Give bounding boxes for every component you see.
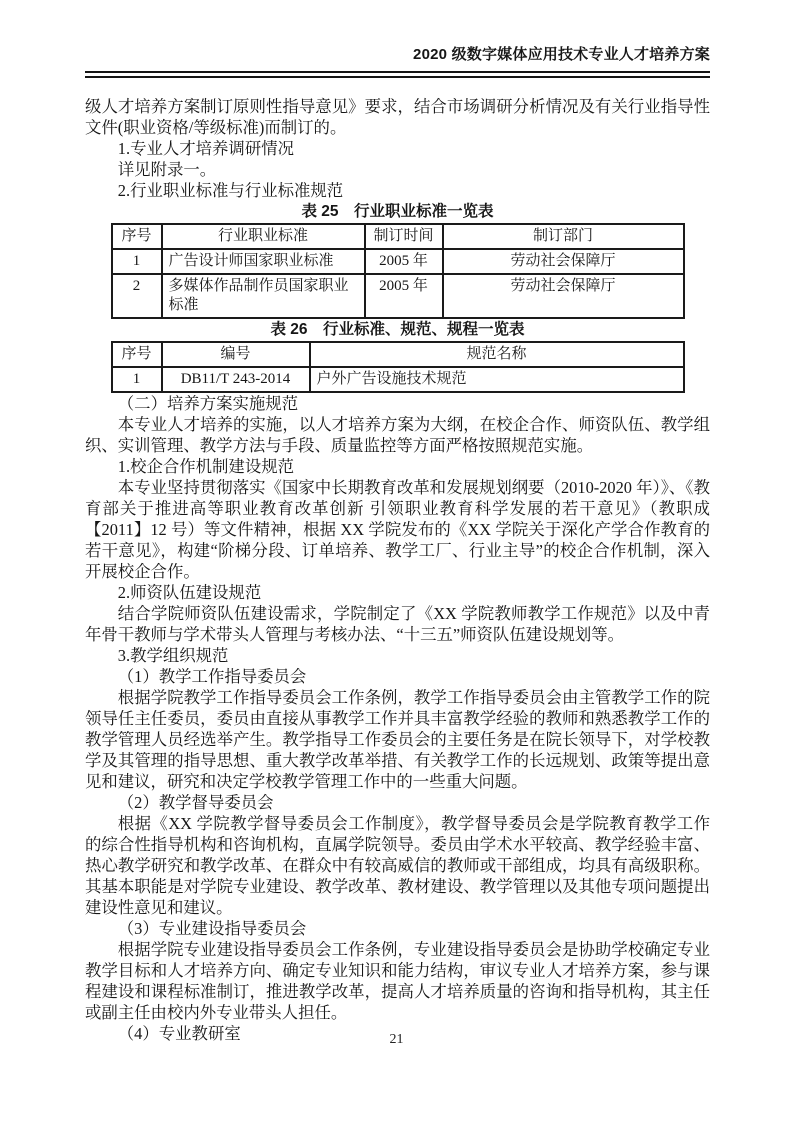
table-industry-specs (111, 341, 685, 393)
table25-header-index: 序号 (112, 224, 162, 249)
paragraph-major-construction-committee: 根据学院专业建设指导委员会工作条例，专业建设指导委员会是协助学校确定专业教学目标和人才培养方向、确定专业知识和能力结构，审议专业人才培养方案，参与课程建设和课程标准制订，推进教学改革，提高人才培养质量的咨询和指导机构，其主任或副主任由校内外专业带头人担任。 (85, 940, 710, 1022)
heading-teaching-organization: 3.教学组织规范 (117, 646, 229, 665)
heading-major-construction-committee: （3）专业建设指导委员会 (117, 919, 307, 938)
paragraph-implementation-overview: 本专业人才培养的实施，以人才培养方案为大纲，在校企合作、师资队伍、教学组织、实训管理、教学方法与手段、质量监控等方面严格按照规范实施。 (85, 415, 710, 455)
table25-header-department: 制订部门 (443, 224, 684, 249)
heading-teaching-steering-committee: （1）教学工作指导委员会 (117, 667, 307, 686)
table-cell-date: 2005 年 (365, 274, 443, 318)
table26-header-row (112, 342, 684, 367)
table-cell-index: 1 (112, 249, 162, 274)
table25-caption: 表 25 行业职业标准一览表 (301, 203, 494, 220)
heading-faculty-team: 2.师资队伍建设规范 (117, 583, 262, 602)
table-cell-department: 劳动社会保障厅 (443, 274, 684, 318)
header-rule (85, 71, 710, 78)
paragraph-teaching-steering-committee: 根据学院教学工作指导委员会工作条例，教学工作指导委员会由主管教学工作的院领导任主任委员，委员由直接从事教学工作并具丰富教学经验的教师和熟悉教学工作的教学管理人员经选举产生。教学指导工作委员会的主要任务是在院长领导下，对学校教学及其管理的指导思想、重大教学改革举措、有关教学工作的长远规划、政策等提出意见和建议，研究和决定学校教学管理工作中的一些重大问题。 (85, 688, 710, 791)
heading-supervision-committee: （2）教学督导委员会 (117, 793, 274, 812)
table-cell-spec-name: 户外广告设施技术规范 (310, 367, 684, 392)
table26-header-code: 编号 (162, 342, 310, 367)
table-cell-standard: 广告设计师国家职业标准 (162, 249, 365, 274)
document-body (85, 96, 710, 1044)
table-cell-index: 2 (112, 274, 162, 318)
table26-header-index: 序号 (112, 342, 162, 367)
paragraph-school-enterprise: 本专业坚持贯彻落实《国家中长期教育改革和发展规划纲要（2010-2020 年）》、《教育部关于推进高等职业教育改革创新 引领职业教育科学发展的若干意见》（教职成【2011】12 号）等文件精神，根据 XX 学院发布的《XX 学院关于深化产学合作教育的若干意见》，构建“阶梯分段、订单培养、教学工厂、行业主导”的校企合作机制，深入开展校企合作。 (85, 478, 710, 581)
page-number: 21 (389, 1032, 404, 1047)
list-item-industry-standards: 2.行业职业标准与行业标准规范 (117, 181, 344, 200)
table-row (112, 249, 684, 274)
table-cell-index: 1 (112, 367, 162, 392)
section-heading-implementation: （二）培养方案实施规范 (117, 394, 299, 413)
table-cell-code: DB11/T 243-2014 (162, 367, 310, 392)
table-cell-department: 劳动社会保障厅 (443, 249, 684, 274)
table-row (112, 367, 684, 392)
paragraph-appendix-note: 详见附录一。 (117, 160, 217, 179)
table25-header-date: 制订时间 (365, 224, 443, 249)
table-cell-standard: 多媒体作品制作员国家职业标准 (162, 274, 365, 318)
paragraph-supervision-committee: 根据《XX 学院教学督导委员会工作制度》，教学督导委员会是学院教育教学工作的综合性指导机构和咨询机构，直属学院领导。委员由学术水平较高、教学经验丰富、热心教学研究和教学改革、在群众中有较高威信的教师或干部组成，均具有高级职称。其基本职能是对学院专业建设、教学改革、教材建设、教学管理以及其他专项问题提出建设性意见和建议。 (85, 814, 710, 917)
page-header-title: 2020 级数字媒体应用技术专业人才培养方案 (413, 46, 710, 63)
table26-header-spec-name: 规范名称 (310, 342, 684, 367)
list-item-survey: 1.专业人才培养调研情况 (117, 139, 294, 158)
heading-school-enterprise: 1.校企合作机制建设规范 (117, 457, 294, 476)
paragraph-continuation: 级人才培养方案制订原则性指导意见》要求，结合市场调研分析情况及有关行业指导性文件(职业资格/等级标准)而制订的。 (85, 97, 710, 137)
table25-header-standard: 行业职业标准 (162, 224, 365, 249)
table26-caption: 表 26 行业标准、规范、规程一览表 (270, 321, 525, 338)
table-row (112, 274, 684, 318)
table-cell-date: 2005 年 (365, 249, 443, 274)
heading-teaching-research-office: （4）专业教研室 (117, 1024, 241, 1043)
paragraph-faculty-team: 结合学院师资队伍建设需求，学院制定了《XX 学院教师教学工作规范》以及中青年骨干教师与学术带头人管理与考核办法、“十三五”师资队伍建设规划等。 (85, 604, 710, 644)
table-industry-occupation-standards (111, 223, 685, 319)
table25-header-row (112, 224, 684, 249)
